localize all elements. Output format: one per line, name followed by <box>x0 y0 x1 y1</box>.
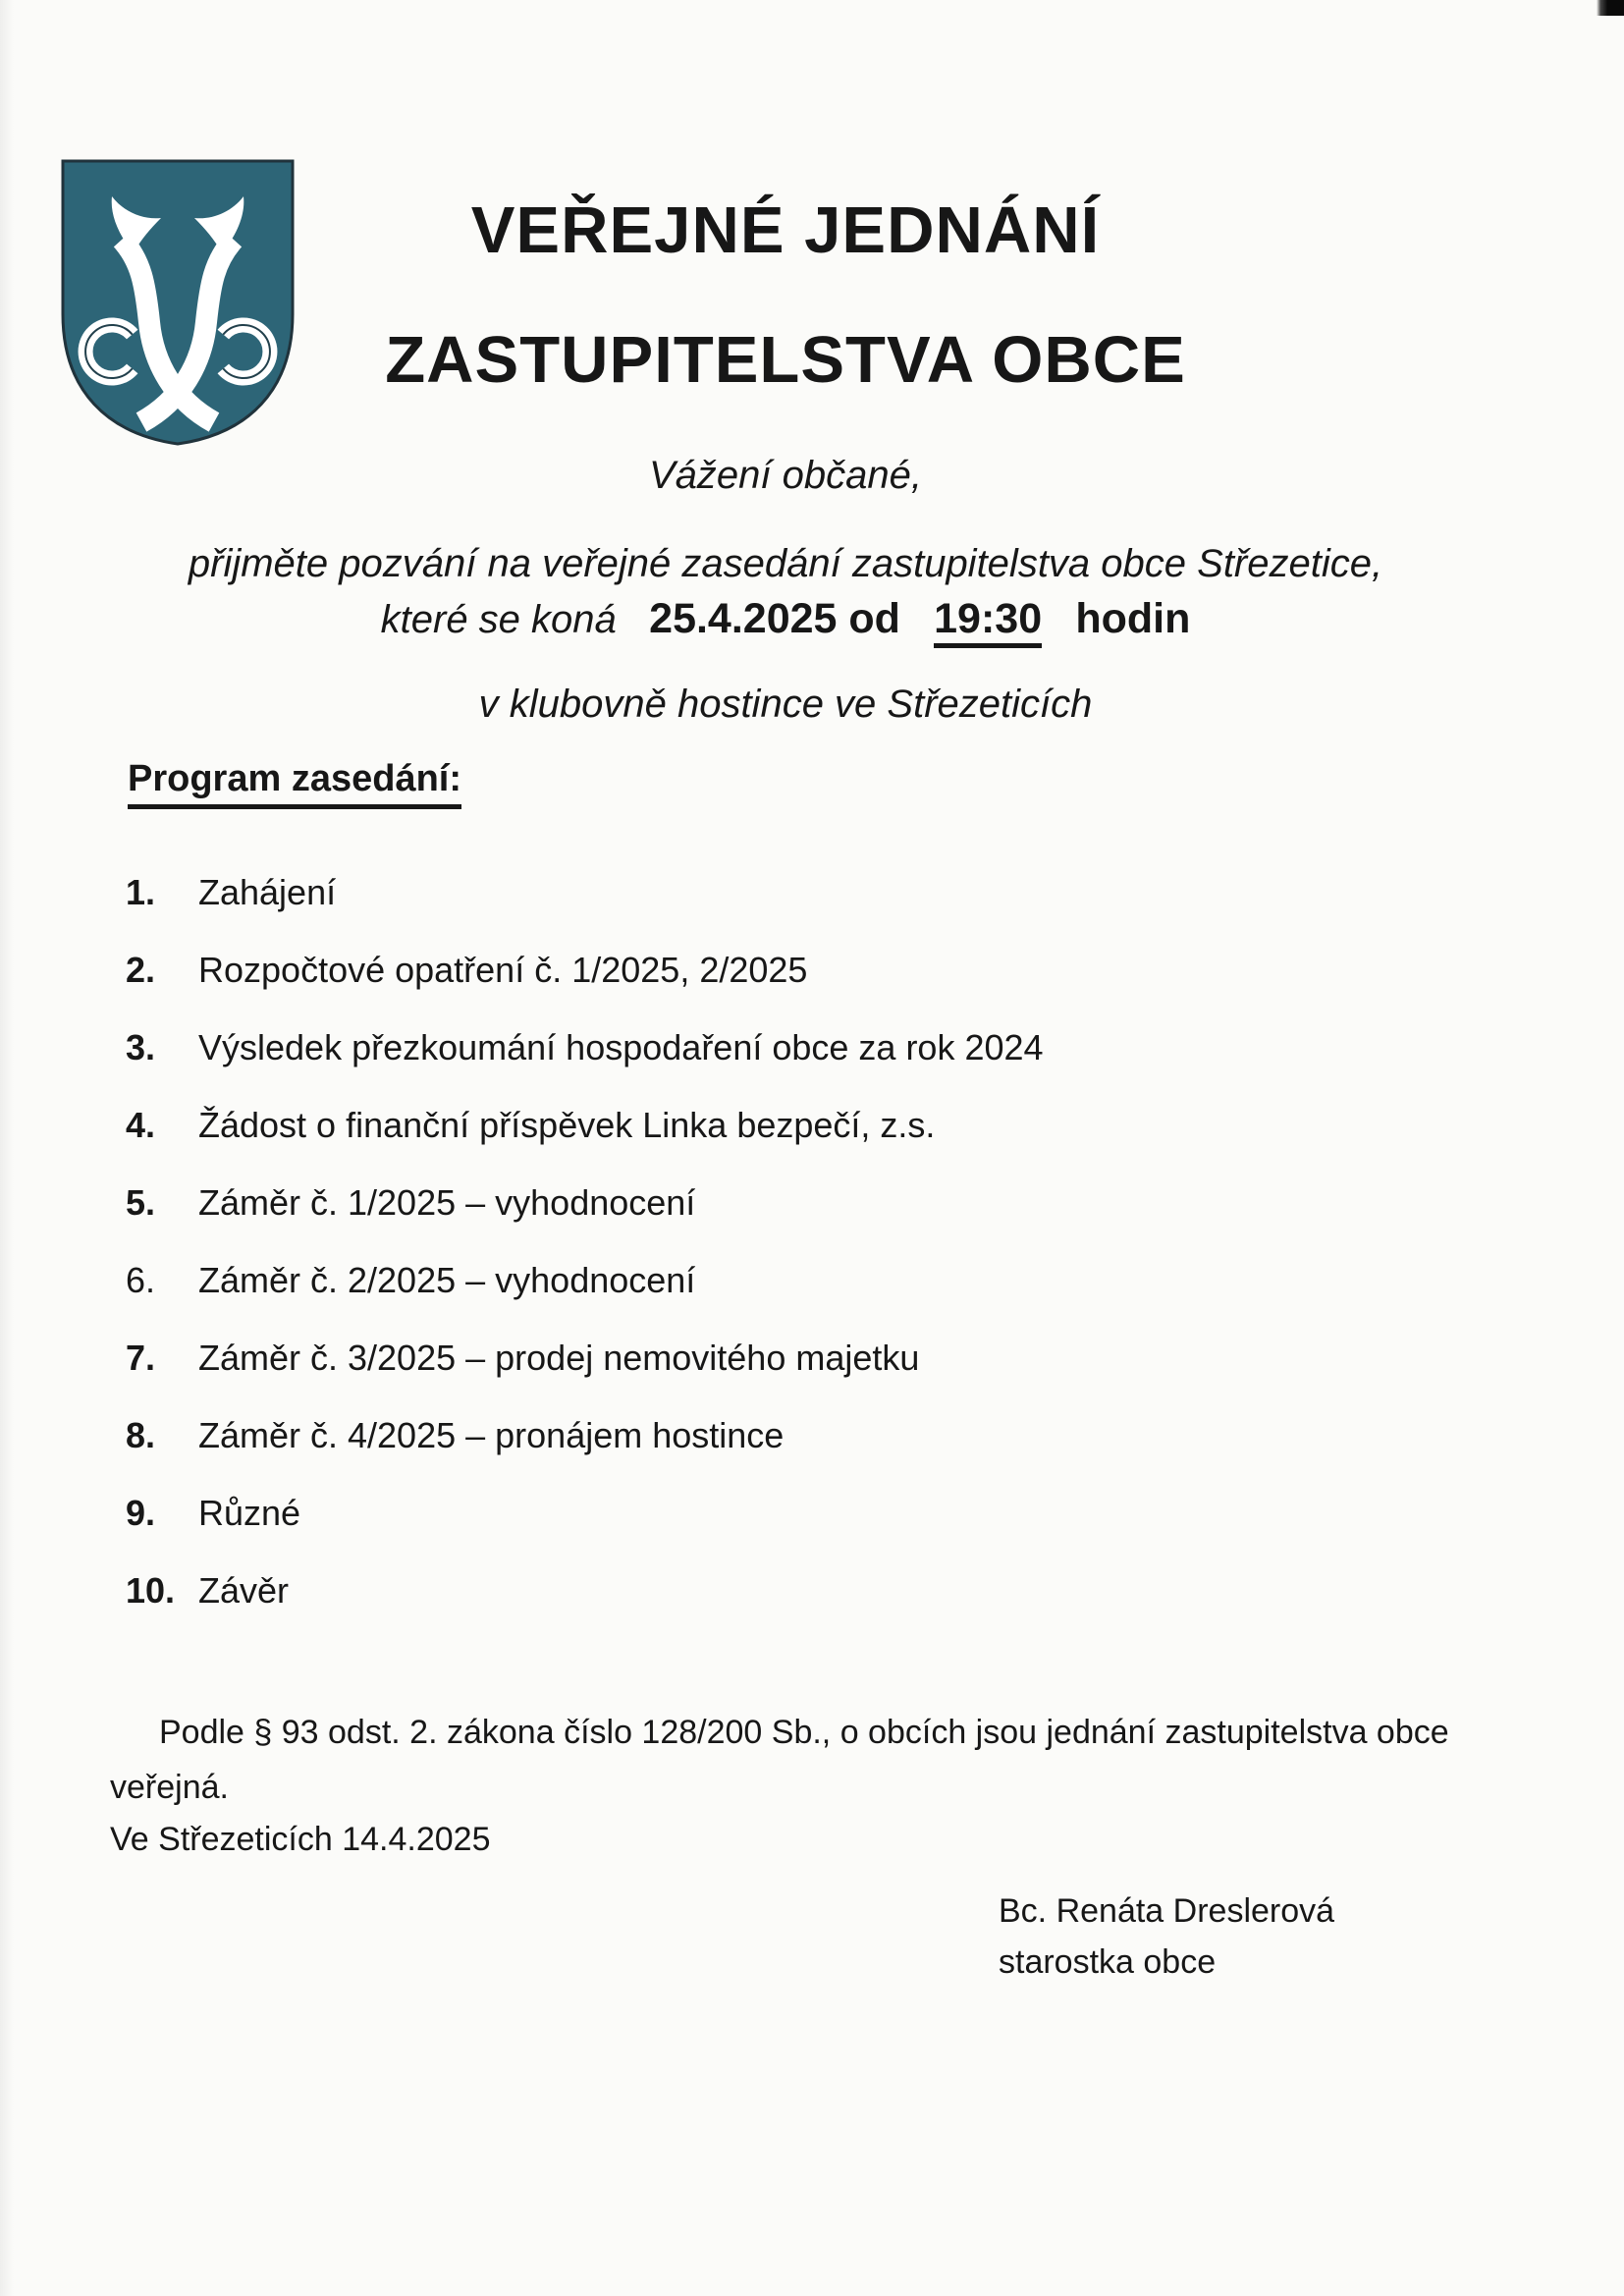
program-item <box>126 950 1402 1027</box>
meeting-venue: v klubovně hostince ve Střezeticích <box>478 683 1093 726</box>
program-item <box>126 1027 1402 1105</box>
page-title-line2: ZASTUPITELSTVA OBCE <box>385 323 1186 397</box>
program-item <box>126 1182 1402 1260</box>
program-item-text: Záměr č. 3/2025 – prodej nemovitého majetku <box>198 1338 920 1378</box>
signature-name: Bc. Renáta Dreslerová <box>999 1892 1335 1930</box>
program-item-num: 2. <box>126 950 156 990</box>
legal-paragraph: Podle § 93 odst. 2. zákona číslo 128/200 Sb., o obcích jsou jednání zastupitelstva obce veřejná. <box>110 1714 1449 1806</box>
signature-block <box>999 1886 1334 1988</box>
program-item-num: 7. <box>126 1338 156 1378</box>
program-item-text: Závěr <box>198 1570 290 1611</box>
meeting-datetime-line <box>128 595 1443 643</box>
program-item-text: Různé <box>198 1493 301 1533</box>
page-title-line1: VEŘEJNÉ JEDNÁNÍ <box>470 193 1101 267</box>
program-item-text: Rozpočtové opatření č. 1/2025, 2/2025 <box>198 950 808 990</box>
datetime-suffix: hodin <box>1075 595 1191 642</box>
program-item-text: Žádost o finanční příspěvek Linka bezpečí, z.s. <box>198 1105 936 1145</box>
program-item-text: Zahájení <box>198 872 337 912</box>
program-heading: Program zasedání: <box>128 758 461 809</box>
program-item <box>126 1105 1402 1182</box>
place-date: Ve Střezeticích 14.4.2025 <box>110 1821 491 1858</box>
program-item-text: Záměr č. 1/2025 – vyhodnocení <box>198 1182 696 1223</box>
program-item-text: Výsledek přezkoumání hospodaření obce za rok 2024 <box>198 1027 1044 1067</box>
program-item-text: Záměr č. 2/2025 – vyhodnocení <box>198 1260 696 1300</box>
program-item-num: 9. <box>126 1493 156 1533</box>
program-item <box>126 1570 1402 1648</box>
program-item <box>126 1493 1402 1570</box>
program-item-num: 4. <box>126 1105 156 1145</box>
program-item-num: 3. <box>126 1027 156 1067</box>
program-item-num: 6. <box>126 1260 156 1300</box>
program-item-text: Záměr č. 4/2025 – pronájem hostince <box>198 1415 785 1455</box>
program-item <box>126 1338 1402 1415</box>
invitation-line: přijměte pozvání na veřejné zasedání zastupitelstva obce Střezetice, <box>188 542 1383 585</box>
program-list <box>126 872 1402 1648</box>
salutation: Vážení občané, <box>649 454 922 497</box>
program-item <box>126 1415 1402 1493</box>
datetime-prefix: které se koná <box>380 598 617 641</box>
meeting-time: 19:30 <box>934 595 1042 648</box>
meeting-date: 25.4.2025 od <box>649 595 900 642</box>
program-item-num: 10. <box>126 1570 176 1611</box>
program-item <box>126 1260 1402 1338</box>
program-item-num: 5. <box>126 1182 156 1223</box>
signature-role: starostka obce <box>999 1943 1217 1981</box>
program-item <box>126 872 1402 950</box>
scan-corner-artifact <box>1597 0 1624 16</box>
program-item-num: 8. <box>126 1415 156 1455</box>
program-item-num: 1. <box>126 872 156 912</box>
